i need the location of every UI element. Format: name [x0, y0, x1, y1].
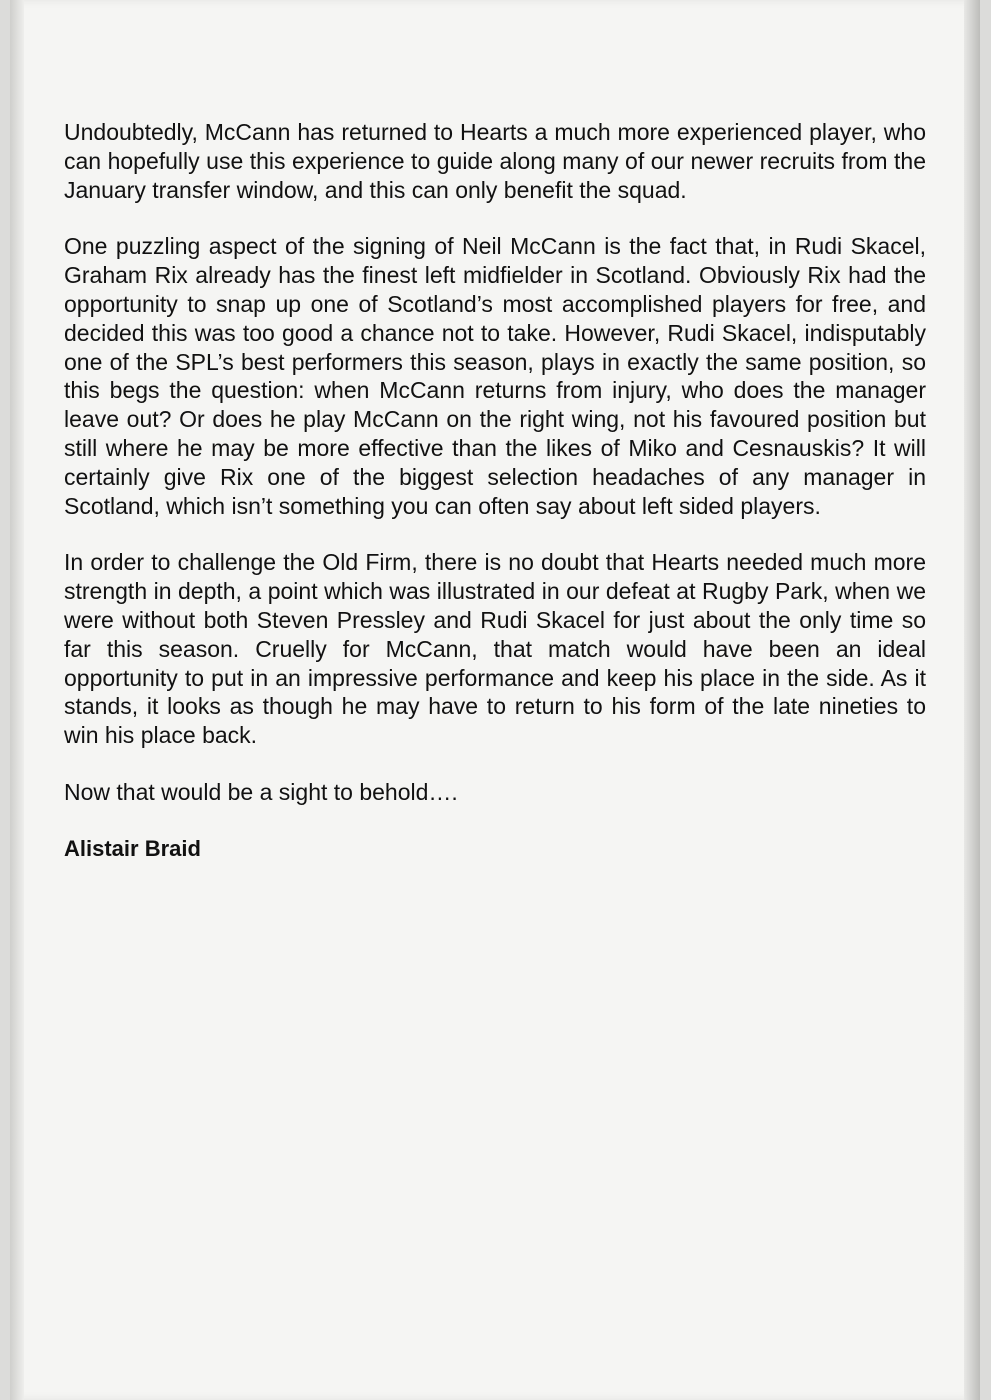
article-paragraph: One puzzling aspect of the signing of Neil McCann is the fact that, in Rudi Skacel, Graham Rix already has the finest left midfielder in Scotland. Obviously Rix had the opportunity to snap up one of Scotland’s most accomplished players for free, and decided this was too good a chance not to take. However, Rudi Skacel, indisputably one of the SPL’s best performers this season, plays in exactly the same position, so this begs the question: when McCann returns from injury, who does the manager leave out? Or does he play McCann on the right wing, not his favoured position but still where he may be more effective than the likes of Miko and Cesnauskis? It will certainly give Rix one of the biggest selection headaches of any manager in Scotland, which isn’t something you can often say about left sided players. — [64, 233, 926, 519]
article-closing: Now that would be a sight to behold…. — [64, 778, 458, 805]
page-spine — [10, 0, 24, 1400]
article-paragraph: In order to challenge the Old Firm, there is no doubt that Hearts needed much more strength in depth, a point which was illustrated in our defeat at Rugby Park, when we were without both Steven Pressley and Rudi Skacel for just about the only time so far this season. Cruelly for McCann, that match would have been an ideal opportunity to put in an impressive performance and keep his place in the side. As it stands, it looks as though he may have to return to his form of the late nineties to win his place back. — [64, 549, 926, 749]
article-paragraph: Undoubtedly, McCann has returned to Hearts a much more experienced player, who can hopefully use this experience to guide along many of our newer recruits from the January transfer window, and this can only benefit the squad. — [64, 119, 926, 203]
article-body — [64, 118, 926, 863]
author-name: Alistair Braid — [64, 835, 201, 861]
page — [10, 0, 980, 1400]
page-edge — [964, 0, 980, 1400]
